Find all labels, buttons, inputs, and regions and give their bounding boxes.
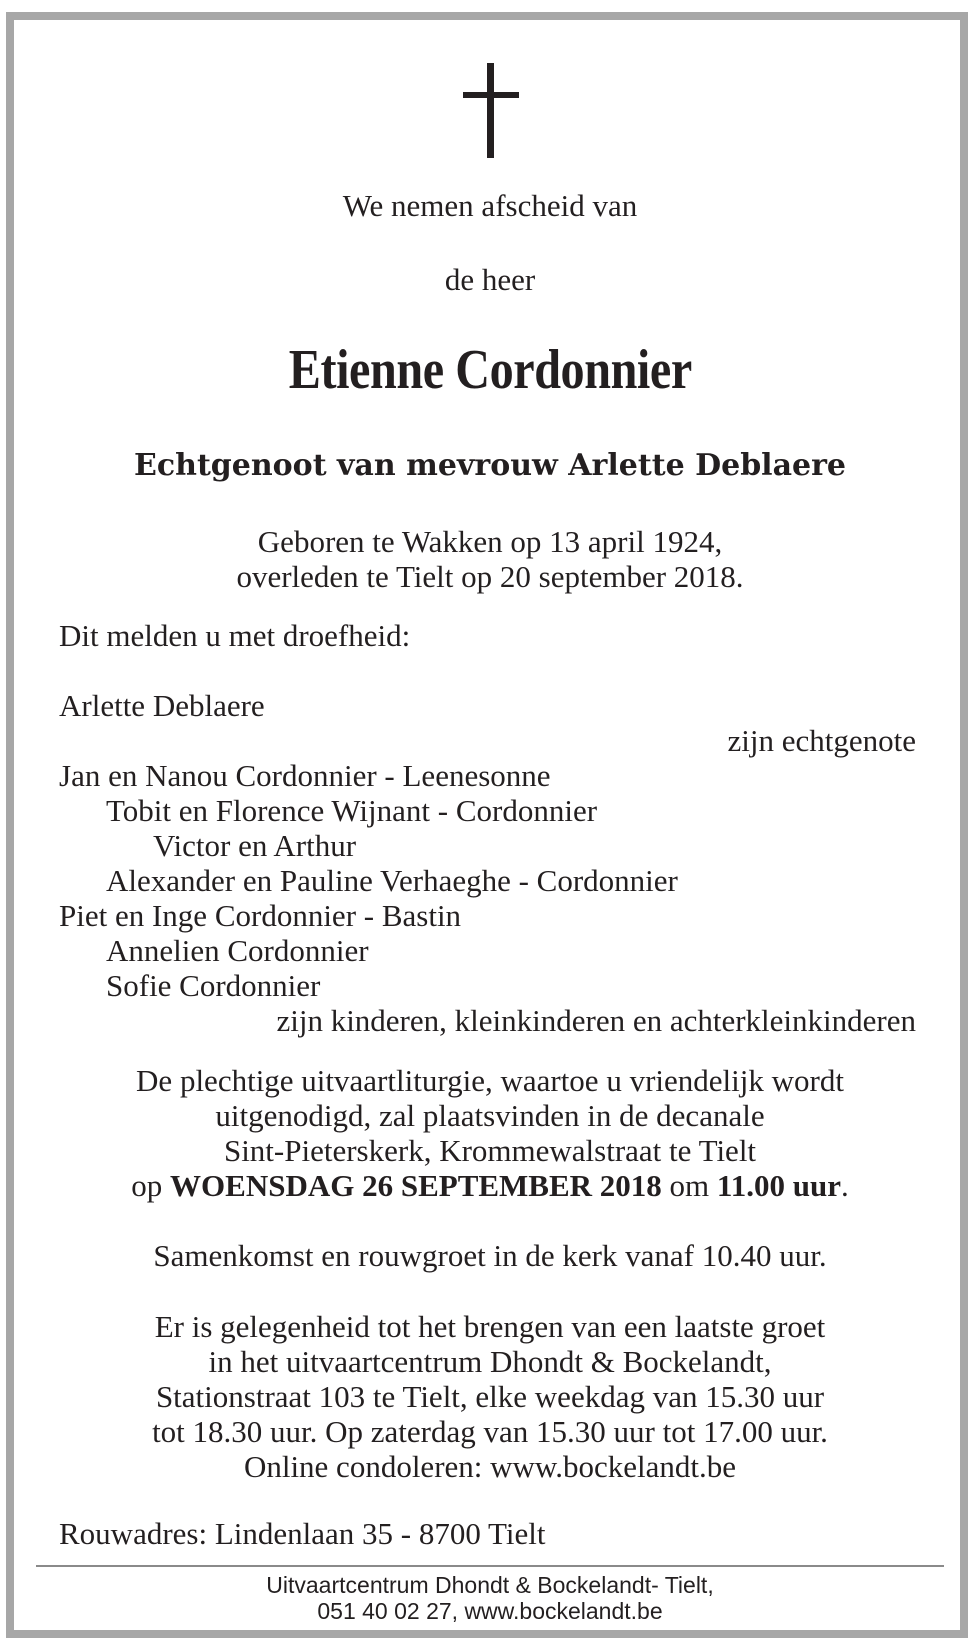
address-line: Rouwadres: Lindenlaan 35 - 8700 Tielt <box>59 1516 546 1551</box>
liturgy-op: op <box>131 1168 163 1203</box>
birth-line: Geboren te Wakken op 13 april 1924, <box>257 524 723 559</box>
family-children-role: zijn kinderen, kleinkinderen en achterkleinkinderen <box>276 1003 916 1038</box>
announce-line: Dit melden u met droefheid: <box>59 618 411 653</box>
liturgy-date-line <box>0 1168 980 1204</box>
cross-icon <box>463 63 519 158</box>
family-member: Victor en Arthur <box>153 828 357 863</box>
family-spouse-name: Arlette Deblaere <box>59 688 265 723</box>
liturgy-time: 11.00 uur <box>716 1168 841 1203</box>
liturgy-line: uitgenodigd, zal plaatsvinden in de decanale <box>215 1098 765 1133</box>
death-line: overleden te Tielt op 20 september 2018. <box>236 559 744 594</box>
liturgy-line: De plechtige uitvaartliturgie, waartoe u vriendelijk wordt <box>136 1063 844 1098</box>
family-member: Alexander en Pauline Verhaeghe - Cordonnier <box>106 863 678 898</box>
visit-line: Er is gelegenheid tot het brengen van een laatste groet <box>154 1309 826 1344</box>
family-member: Tobit en Florence Wijnant - Cordonnier <box>106 793 598 828</box>
intro-text: We nemen afscheid van <box>342 188 638 223</box>
family-member: Jan en Nanou Cordonnier - Leenesonne <box>59 758 551 793</box>
spouse-line: Echtgenoot van mevrouw Arlette Deblaere <box>134 448 846 483</box>
family-member: Sofie Cordonnier <box>106 968 321 1003</box>
liturgy-period: . <box>840 1168 849 1203</box>
gathering-line: Samenkomst en rouwgroet in de kerk vanaf 10.40 uur. <box>153 1238 827 1273</box>
footer-contact: 051 40 02 27, www.bockelandt.be <box>317 1598 663 1624</box>
visit-line: Stationstraat 103 te Tielt, elke weekdag van 15.30 uur <box>155 1379 825 1414</box>
deceased-name-wrap <box>0 338 980 402</box>
liturgy-date: WOENSDAG 26 SEPTEMBER 2018 <box>170 1168 662 1203</box>
visit-condolence-line: Online condoleren: www.bockelandt.be <box>243 1449 737 1484</box>
liturgy-line: Sint-Pieterskerk, Krommewalstraat te Tielt <box>223 1133 757 1168</box>
family-spouse-role: zijn echtgenote <box>727 723 916 758</box>
title-text: de heer <box>444 262 536 297</box>
family-member: Annelien Cordonnier <box>106 933 369 968</box>
liturgy-om: om <box>669 1168 710 1203</box>
footer-divider <box>36 1565 944 1567</box>
deceased-name: Etienne Cordonnier <box>288 339 692 401</box>
family-member: Piet en Inge Cordonnier - Bastin <box>59 898 462 933</box>
footer-company: Uitvaartcentrum Dhondt & Bockelandt- Tielt, <box>266 1572 714 1598</box>
visit-line: in het uitvaartcentrum Dhondt & Bockelandt, <box>208 1344 772 1379</box>
visit-line: tot 18.30 uur. Op zaterdag van 15.30 uur tot 17.00 uur. <box>152 1414 828 1449</box>
